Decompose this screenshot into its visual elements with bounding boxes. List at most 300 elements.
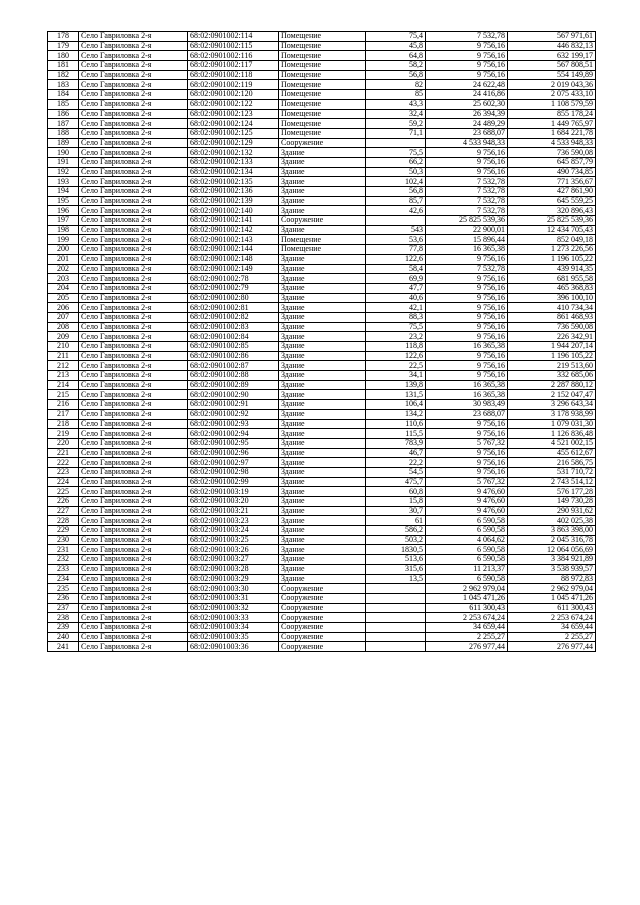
- cadastral-number-cell: 68:02:0901002:94: [188, 429, 279, 439]
- locality-cell: Село Гавриловка 2-я: [79, 167, 188, 177]
- row-number-cell: 226: [48, 497, 79, 507]
- table-body: [48, 32, 596, 652]
- cadastral-number-cell: 68:02:0901002:141: [188, 216, 279, 226]
- row-number-cell: 218: [48, 419, 79, 429]
- object-type-cell: Сооружение: [279, 593, 366, 603]
- locality-cell: Село Гавриловка 2-я: [79, 438, 188, 448]
- table-row: [48, 254, 596, 264]
- cadastral-value-cell: 34 659,44: [508, 622, 596, 632]
- unit-value-cell: 9 476,60: [426, 487, 508, 497]
- cadastral-number-cell: 68:02:0901002:88: [188, 371, 279, 381]
- area-cell: 783,9: [366, 438, 426, 448]
- row-number-cell: 200: [48, 245, 79, 255]
- cadastral-number-cell: 68:02:0901002:144: [188, 245, 279, 255]
- table-row: [48, 177, 596, 187]
- row-number-cell: 199: [48, 235, 79, 245]
- area-cell: 82: [366, 80, 426, 90]
- unit-value-cell: 9 756,16: [426, 322, 508, 332]
- unit-value-cell: 23 688,07: [426, 409, 508, 419]
- object-type-cell: Сооружение: [279, 138, 366, 148]
- unit-value-cell: 2 255,27: [426, 632, 508, 642]
- table-row: [48, 61, 596, 71]
- cadastral-value-cell: 736 590,08: [508, 322, 596, 332]
- cadastral-value-cell: 2 253 674,24: [508, 613, 596, 623]
- table-row: [48, 342, 596, 352]
- area-cell: 122,6: [366, 351, 426, 361]
- unit-value-cell: 1 045 471,26: [426, 593, 508, 603]
- cadastral-value-cell: 2 045 316,78: [508, 535, 596, 545]
- row-number-cell: 191: [48, 157, 79, 167]
- table-row: [48, 584, 596, 594]
- object-type-cell: Здание: [279, 264, 366, 274]
- locality-cell: Село Гавриловка 2-я: [79, 458, 188, 468]
- row-number-cell: 221: [48, 448, 79, 458]
- row-number-cell: 188: [48, 128, 79, 138]
- unit-value-cell: 9 756,16: [426, 467, 508, 477]
- locality-cell: Село Гавриловка 2-я: [79, 293, 188, 303]
- area-cell: 75,5: [366, 148, 426, 158]
- object-type-cell: Помещение: [279, 245, 366, 255]
- object-type-cell: Помещение: [279, 51, 366, 61]
- locality-cell: Село Гавриловка 2-я: [79, 371, 188, 381]
- object-type-cell: Здание: [279, 477, 366, 487]
- unit-value-cell: 7 532,78: [426, 187, 508, 197]
- unit-value-cell: 276 977,44: [426, 642, 508, 652]
- object-type-cell: Здание: [279, 467, 366, 477]
- cadastral-value-cell: 320 896,43: [508, 206, 596, 216]
- cadastral-value-cell: 2 075 433,10: [508, 90, 596, 100]
- table-row: [48, 371, 596, 381]
- row-number-cell: 225: [48, 487, 79, 497]
- cadastral-number-cell: 68:02:0901002:122: [188, 99, 279, 109]
- object-type-cell: Здание: [279, 390, 366, 400]
- locality-cell: Село Гавриловка 2-я: [79, 235, 188, 245]
- object-type-cell: Помещение: [279, 70, 366, 80]
- object-type-cell: Здание: [279, 157, 366, 167]
- unit-value-cell: 4 533 948,33: [426, 138, 508, 148]
- object-type-cell: Помещение: [279, 99, 366, 109]
- area-cell: 50,3: [366, 167, 426, 177]
- row-number-cell: 230: [48, 535, 79, 545]
- table-row: [48, 70, 596, 80]
- table-row: [48, 506, 596, 516]
- locality-cell: Село Гавриловка 2-я: [79, 545, 188, 555]
- object-type-cell: Здание: [279, 303, 366, 313]
- area-cell: 503,2: [366, 535, 426, 545]
- table-row: [48, 167, 596, 177]
- area-cell: 122,6: [366, 254, 426, 264]
- row-number-cell: 236: [48, 593, 79, 603]
- cadastral-number-cell: 68:02:0901002:98: [188, 467, 279, 477]
- cadastral-number-cell: 68:02:0901002:79: [188, 283, 279, 293]
- cadastral-value-cell: 216 586,75: [508, 458, 596, 468]
- area-cell: 475,7: [366, 477, 426, 487]
- locality-cell: Село Гавриловка 2-я: [79, 584, 188, 594]
- row-number-cell: 204: [48, 283, 79, 293]
- locality-cell: Село Гавриловка 2-я: [79, 342, 188, 352]
- row-number-cell: 241: [48, 642, 79, 652]
- object-type-cell: Помещение: [279, 109, 366, 119]
- area-cell: 77,8: [366, 245, 426, 255]
- object-type-cell: Сооружение: [279, 216, 366, 226]
- cadastral-value-cell: 490 734,85: [508, 167, 596, 177]
- cadastral-number-cell: 68:02:0901003:33: [188, 613, 279, 623]
- unit-value-cell: 9 756,16: [426, 312, 508, 322]
- cadastral-number-cell: 68:02:0901002:140: [188, 206, 279, 216]
- unit-value-cell: 15 896,44: [426, 235, 508, 245]
- locality-cell: Село Гавриловка 2-я: [79, 506, 188, 516]
- table-row: [48, 564, 596, 574]
- unit-value-cell: 9 476,60: [426, 497, 508, 507]
- unit-value-cell: 4 064,62: [426, 535, 508, 545]
- cadastral-value-cell: 12 064 056,69: [508, 545, 596, 555]
- cadastral-value-cell: 427 861,90: [508, 187, 596, 197]
- unit-value-cell: 9 756,16: [426, 167, 508, 177]
- object-type-cell: Здание: [279, 283, 366, 293]
- locality-cell: Село Гавриловка 2-я: [79, 138, 188, 148]
- table-row: [48, 216, 596, 226]
- cadastral-value-cell: 1 045 471,26: [508, 593, 596, 603]
- row-number-cell: 228: [48, 516, 79, 526]
- cadastral-value-cell: 439 914,35: [508, 264, 596, 274]
- table-row: [48, 293, 596, 303]
- area-cell: [366, 216, 426, 226]
- cadastral-number-cell: 68:02:0901003:19: [188, 487, 279, 497]
- row-number-cell: 239: [48, 622, 79, 632]
- cadastral-number-cell: 68:02:0901002:118: [188, 70, 279, 80]
- object-type-cell: Помещение: [279, 61, 366, 71]
- locality-cell: Село Гавриловка 2-я: [79, 322, 188, 332]
- unit-value-cell: 25 602,30: [426, 99, 508, 109]
- locality-cell: Село Гавриловка 2-я: [79, 157, 188, 167]
- cadastral-value-cell: 1 108 579,59: [508, 99, 596, 109]
- unit-value-cell: 9 756,16: [426, 429, 508, 439]
- unit-value-cell: 9 756,16: [426, 303, 508, 313]
- unit-value-cell: 9 756,16: [426, 274, 508, 284]
- locality-cell: Село Гавриловка 2-я: [79, 593, 188, 603]
- table-row: [48, 458, 596, 468]
- unit-value-cell: 34 659,44: [426, 622, 508, 632]
- cadastral-value-cell: 1 944 207,14: [508, 342, 596, 352]
- area-cell: [366, 613, 426, 623]
- cadastral-number-cell: 68:02:0901002:82: [188, 312, 279, 322]
- area-cell: 134,2: [366, 409, 426, 419]
- unit-value-cell: 11 213,37: [426, 564, 508, 574]
- cadastral-value-cell: 2 255,27: [508, 632, 596, 642]
- locality-cell: Село Гавриловка 2-я: [79, 409, 188, 419]
- locality-cell: Село Гавриловка 2-я: [79, 274, 188, 284]
- locality-cell: Село Гавриловка 2-я: [79, 109, 188, 119]
- cadastral-value-cell: 88 972,83: [508, 574, 596, 584]
- locality-cell: Село Гавриловка 2-я: [79, 51, 188, 61]
- table-row: [48, 196, 596, 206]
- object-type-cell: Здание: [279, 371, 366, 381]
- object-type-cell: Здание: [279, 196, 366, 206]
- area-cell: 69,9: [366, 274, 426, 284]
- cadastral-number-cell: 68:02:0901002:148: [188, 254, 279, 264]
- area-cell: 42,1: [366, 303, 426, 313]
- cadastral-value-cell: 2 743 514,12: [508, 477, 596, 487]
- area-cell: 32,4: [366, 109, 426, 119]
- table-row: [48, 80, 596, 90]
- area-cell: 315,6: [366, 564, 426, 574]
- row-number-cell: 237: [48, 603, 79, 613]
- area-cell: 54,5: [366, 467, 426, 477]
- unit-value-cell: 9 756,16: [426, 61, 508, 71]
- cadastral-value-cell: 12 434 705,43: [508, 225, 596, 235]
- row-number-cell: 187: [48, 119, 79, 129]
- row-number-cell: 205: [48, 293, 79, 303]
- locality-cell: Село Гавриловка 2-я: [79, 603, 188, 613]
- cadastral-number-cell: 68:02:0901002:85: [188, 342, 279, 352]
- object-type-cell: Здание: [279, 167, 366, 177]
- area-cell: 61: [366, 516, 426, 526]
- row-number-cell: 181: [48, 61, 79, 71]
- unit-value-cell: 16 365,38: [426, 390, 508, 400]
- object-type-cell: Здание: [279, 555, 366, 565]
- row-number-cell: 216: [48, 400, 79, 410]
- row-number-cell: 180: [48, 51, 79, 61]
- area-cell: 47,7: [366, 283, 426, 293]
- row-number-cell: 212: [48, 361, 79, 371]
- unit-value-cell: 611 300,43: [426, 603, 508, 613]
- row-number-cell: 227: [48, 506, 79, 516]
- object-type-cell: Здание: [279, 438, 366, 448]
- area-cell: 75,5: [366, 322, 426, 332]
- object-type-cell: Здание: [279, 148, 366, 158]
- row-number-cell: 220: [48, 438, 79, 448]
- unit-value-cell: 2 962 979,04: [426, 584, 508, 594]
- object-type-cell: Здание: [279, 332, 366, 342]
- table-row: [48, 322, 596, 332]
- area-cell: 586,2: [366, 526, 426, 536]
- cadastral-value-cell: 645 857,79: [508, 157, 596, 167]
- unit-value-cell: 9 756,16: [426, 41, 508, 51]
- cadastral-number-cell: 68:02:0901002:116: [188, 51, 279, 61]
- table-row: [48, 138, 596, 148]
- area-cell: 88,3: [366, 312, 426, 322]
- object-type-cell: Здание: [279, 351, 366, 361]
- cadastral-value-cell: 4 533 948,33: [508, 138, 596, 148]
- row-number-cell: 217: [48, 409, 79, 419]
- locality-cell: Село Гавриловка 2-я: [79, 448, 188, 458]
- locality-cell: Село Гавриловка 2-я: [79, 564, 188, 574]
- cadastral-value-cell: 3 863 398,00: [508, 526, 596, 536]
- table-row: [48, 109, 596, 119]
- cadastral-number-cell: 68:02:0901002:89: [188, 380, 279, 390]
- row-number-cell: 202: [48, 264, 79, 274]
- cadastral-value-cell: 455 612,67: [508, 448, 596, 458]
- row-number-cell: 178: [48, 32, 79, 42]
- row-number-cell: 203: [48, 274, 79, 284]
- locality-cell: Село Гавриловка 2-я: [79, 390, 188, 400]
- cadastral-number-cell: 68:02:0901003:30: [188, 584, 279, 594]
- cadastral-value-cell: 25 825 539,36: [508, 216, 596, 226]
- cadastral-number-cell: 68:02:0901002:115: [188, 41, 279, 51]
- row-number-cell: 208: [48, 322, 79, 332]
- unit-value-cell: 9 756,16: [426, 157, 508, 167]
- object-type-cell: Здание: [279, 458, 366, 468]
- cadastral-number-cell: 68:02:0901003:31: [188, 593, 279, 603]
- area-cell: 40,6: [366, 293, 426, 303]
- cadastral-number-cell: 68:02:0901002:80: [188, 293, 279, 303]
- cadastral-value-cell: 2 962 979,04: [508, 584, 596, 594]
- cadastral-number-cell: 68:02:0901002:125: [188, 128, 279, 138]
- table-row: [48, 264, 596, 274]
- unit-value-cell: 9 756,16: [426, 448, 508, 458]
- area-cell: 42,6: [366, 206, 426, 216]
- area-cell: 75,4: [366, 32, 426, 42]
- cadastral-value-cell: 1 196 105,22: [508, 254, 596, 264]
- unit-value-cell: 24 622,48: [426, 80, 508, 90]
- document-page: [47, 31, 595, 652]
- table-row: [48, 477, 596, 487]
- object-type-cell: Здание: [279, 419, 366, 429]
- area-cell: 110,6: [366, 419, 426, 429]
- unit-value-cell: 22 900,01: [426, 225, 508, 235]
- cadastral-value-cell: 852 049,18: [508, 235, 596, 245]
- table-row: [48, 187, 596, 197]
- unit-value-cell: 6 590,58: [426, 526, 508, 536]
- area-cell: 59,2: [366, 119, 426, 129]
- locality-cell: Село Гавриловка 2-я: [79, 148, 188, 158]
- area-cell: 23,2: [366, 332, 426, 342]
- cadastral-number-cell: 68:02:0901003:34: [188, 622, 279, 632]
- area-cell: 30,7: [366, 506, 426, 516]
- unit-value-cell: 6 590,58: [426, 555, 508, 565]
- area-cell: 56,8: [366, 70, 426, 80]
- row-number-cell: 183: [48, 80, 79, 90]
- object-type-cell: Помещение: [279, 235, 366, 245]
- area-cell: [366, 632, 426, 642]
- object-type-cell: Здание: [279, 312, 366, 322]
- table-row: [48, 642, 596, 652]
- cadastral-value-cell: 3 538 939,57: [508, 564, 596, 574]
- cadastral-number-cell: 68:02:0901002:139: [188, 196, 279, 206]
- table-row: [48, 526, 596, 536]
- row-number-cell: 184: [48, 90, 79, 100]
- table-row: [48, 206, 596, 216]
- cadastral-number-cell: 68:02:0901002:83: [188, 322, 279, 332]
- area-cell: 15,8: [366, 497, 426, 507]
- object-type-cell: Помещение: [279, 128, 366, 138]
- unit-value-cell: 6 590,58: [426, 545, 508, 555]
- cadastral-value-cell: 855 178,24: [508, 109, 596, 119]
- area-cell: 106,4: [366, 400, 426, 410]
- table-row: [48, 622, 596, 632]
- object-type-cell: Помещение: [279, 119, 366, 129]
- locality-cell: Село Гавриловка 2-я: [79, 254, 188, 264]
- locality-cell: Село Гавриловка 2-я: [79, 128, 188, 138]
- cadastral-number-cell: 68:02:0901002:78: [188, 274, 279, 284]
- area-cell: 22,5: [366, 361, 426, 371]
- unit-value-cell: 2 253 674,24: [426, 613, 508, 623]
- unit-value-cell: 9 756,16: [426, 148, 508, 158]
- cadastral-value-cell: 567 808,51: [508, 61, 596, 71]
- row-number-cell: 194: [48, 187, 79, 197]
- object-type-cell: Здание: [279, 342, 366, 352]
- object-type-cell: Сооружение: [279, 603, 366, 613]
- cadastral-number-cell: 68:02:0901002:97: [188, 458, 279, 468]
- area-cell: 118,8: [366, 342, 426, 352]
- unit-value-cell: 9 756,16: [426, 332, 508, 342]
- object-type-cell: Помещение: [279, 32, 366, 42]
- object-type-cell: Сооружение: [279, 642, 366, 652]
- unit-value-cell: 7 532,78: [426, 196, 508, 206]
- cadastral-number-cell: 68:02:0901003:25: [188, 535, 279, 545]
- cadastral-number-cell: 68:02:0901003:26: [188, 545, 279, 555]
- locality-cell: Село Гавриловка 2-я: [79, 526, 188, 536]
- table-row: [48, 632, 596, 642]
- row-number-cell: 197: [48, 216, 79, 226]
- row-number-cell: 233: [48, 564, 79, 574]
- unit-value-cell: 24 489,29: [426, 119, 508, 129]
- area-cell: 131,5: [366, 390, 426, 400]
- object-type-cell: Здание: [279, 409, 366, 419]
- area-cell: [366, 603, 426, 613]
- area-cell: 66,2: [366, 157, 426, 167]
- row-number-cell: 234: [48, 574, 79, 584]
- unit-value-cell: 23 688,07: [426, 128, 508, 138]
- table-row: [48, 467, 596, 477]
- unit-value-cell: 9 476,60: [426, 506, 508, 516]
- table-row: [48, 128, 596, 138]
- object-type-cell: Здание: [279, 448, 366, 458]
- unit-value-cell: 9 756,16: [426, 361, 508, 371]
- area-cell: [366, 138, 426, 148]
- locality-cell: Село Гавриловка 2-я: [79, 206, 188, 216]
- table-row: [48, 32, 596, 42]
- row-number-cell: 186: [48, 109, 79, 119]
- unit-value-cell: 9 756,16: [426, 254, 508, 264]
- table-row: [48, 90, 596, 100]
- table-row: [48, 312, 596, 322]
- cadastral-number-cell: 68:02:0901002:149: [188, 264, 279, 274]
- cadastral-value-cell: 2 287 880,12: [508, 380, 596, 390]
- object-type-cell: Здание: [279, 293, 366, 303]
- cadastral-number-cell: 68:02:0901002:96: [188, 448, 279, 458]
- cadastral-number-cell: 68:02:0901002:86: [188, 351, 279, 361]
- locality-cell: Село Гавриловка 2-я: [79, 245, 188, 255]
- cadastral-number-cell: 68:02:0901003:20: [188, 497, 279, 507]
- object-type-cell: Здание: [279, 506, 366, 516]
- table-row: [48, 332, 596, 342]
- table-row: [48, 283, 596, 293]
- cadastral-number-cell: 68:02:0901002:142: [188, 225, 279, 235]
- cadastral-number-cell: 68:02:0901003:24: [188, 526, 279, 536]
- locality-cell: Село Гавриловка 2-я: [79, 516, 188, 526]
- cadastral-value-table: [47, 31, 596, 652]
- object-type-cell: Сооружение: [279, 632, 366, 642]
- object-type-cell: Помещение: [279, 41, 366, 51]
- locality-cell: Село Гавриловка 2-я: [79, 535, 188, 545]
- object-type-cell: Здание: [279, 526, 366, 536]
- locality-cell: Село Гавриловка 2-я: [79, 400, 188, 410]
- object-type-cell: Здание: [279, 487, 366, 497]
- locality-cell: Село Гавриловка 2-я: [79, 225, 188, 235]
- cadastral-number-cell: 68:02:0901002:90: [188, 390, 279, 400]
- unit-value-cell: 25 825 539,36: [426, 216, 508, 226]
- row-number-cell: 198: [48, 225, 79, 235]
- table-row: [48, 419, 596, 429]
- cadastral-value-cell: 1 449 765,97: [508, 119, 596, 129]
- table-row: [48, 400, 596, 410]
- cadastral-value-cell: 1 273 226,56: [508, 245, 596, 255]
- row-number-cell: 201: [48, 254, 79, 264]
- cadastral-value-cell: 531 710,72: [508, 467, 596, 477]
- area-cell: 71,1: [366, 128, 426, 138]
- locality-cell: Село Гавриловка 2-я: [79, 642, 188, 652]
